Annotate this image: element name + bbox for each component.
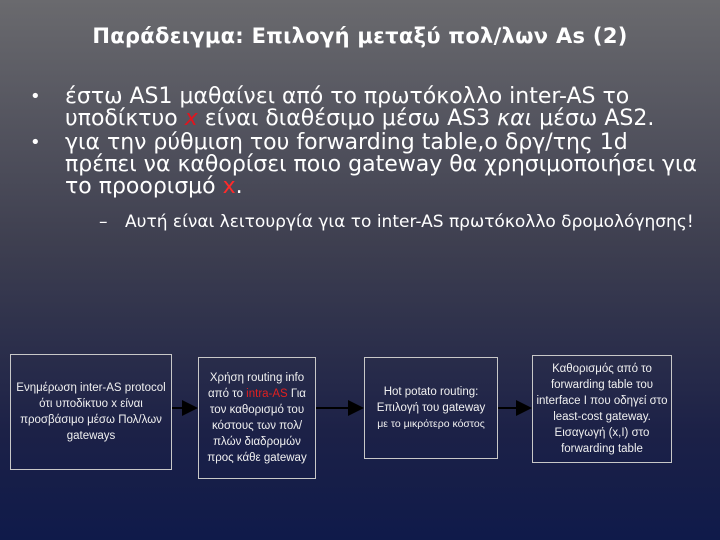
- sub-bullet-text: Αυτή είναι λειτουργία για το inter-AS πρωτόκολλο δρομολόγησης!: [125, 212, 694, 232]
- bullet-item: [30, 132, 700, 198]
- bullet-text: έστω AS1 μαθαίνει από το πρωτόκολλο inter-AS το υποδίκτυο: [65, 84, 630, 131]
- flow-box-text: Καθορισμός από το forwarding table του interface I που οδηγεί στο least-cost gateway. Εισαγωγή (x,I) στο forwarding table: [536, 363, 668, 455]
- destination-x: x: [222, 174, 236, 199]
- hot-potato-small: με το μικρότερο κόστος: [377, 418, 485, 430]
- flow-box-text: Ενημέρωση inter-AS protocol ότι υποδίκτυο x είναι προσβάσιμο μέσω Πολ/λων gateways: [16, 382, 166, 442]
- flow-box-forwarding-table: [532, 355, 672, 463]
- flow-box-text: [201, 370, 313, 466]
- flow-box-text-pre: Χρήση routing info από το: [208, 372, 305, 400]
- bullet-text: .: [235, 174, 243, 199]
- bullet-text: για την ρύθμιση του forwarding table,ο δργ/της 1d πρέπει να καθορίσει ποιο gateway θα χρησιμοποιήσει για το προορισμό: [65, 130, 697, 199]
- subnet-x: x: [184, 106, 198, 131]
- flow-box-intra-as-cost: [198, 357, 316, 479]
- dash-icon: –: [99, 212, 108, 232]
- flow-box-text: [367, 384, 495, 432]
- bullet-text-italic: και: [497, 106, 533, 131]
- bullet-dot-icon: •: [30, 86, 41, 107]
- slide-title: Παράδειγμα: Επιλογή μεταξύ πολ/λων As (2): [92, 24, 628, 48]
- bullet-list: [30, 86, 700, 233]
- flow-box-text-post: Για τον καθορισμό του κόστους των πολ/πλών διαδρομών προς κάθε gateway: [207, 388, 307, 464]
- sub-bullet: [95, 212, 700, 233]
- flow-box-update-inter-as: [10, 354, 172, 470]
- bullet-text: μέσω AS2.: [532, 106, 655, 131]
- bullet-dot-icon: •: [30, 132, 41, 153]
- bullet-item: [30, 86, 700, 130]
- intra-as-highlight: intra-AS: [246, 388, 288, 400]
- hot-potato-main: Hot potato routing: Επιλογή του gateway: [376, 386, 486, 414]
- flow-box-hot-potato: [364, 357, 498, 459]
- bullet-text: είναι διαθέσιμο μέσω AS3: [197, 106, 498, 131]
